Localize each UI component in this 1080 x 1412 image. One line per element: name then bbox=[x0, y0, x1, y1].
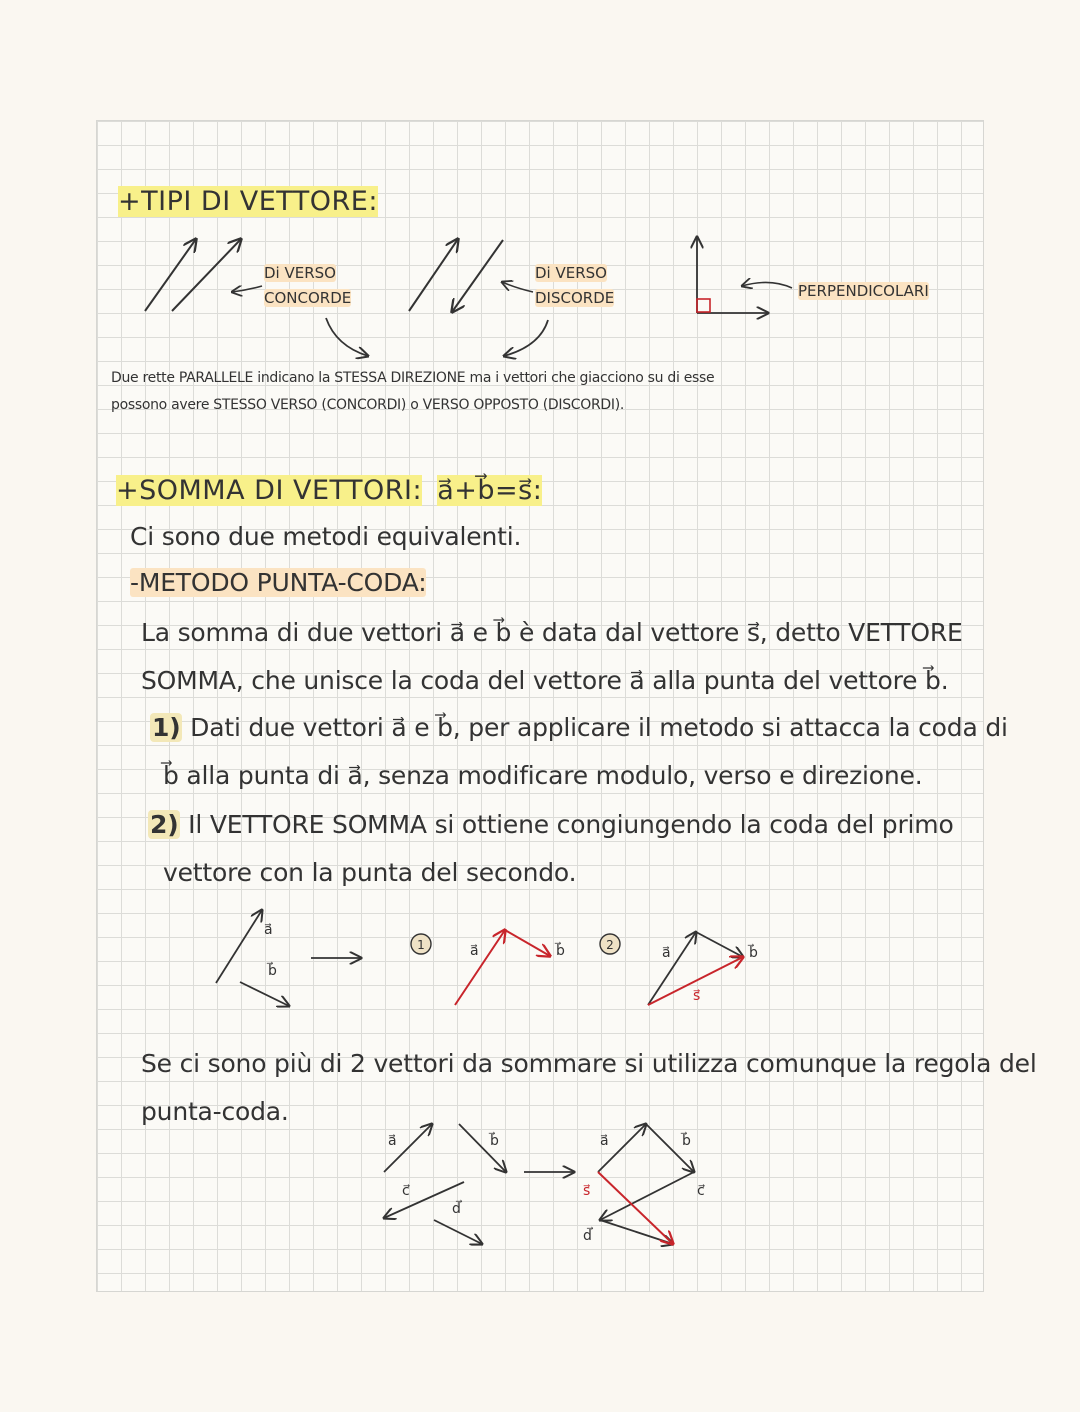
label-a-multi: a⃗ bbox=[388, 1133, 397, 1149]
label-a-step1: a⃗ bbox=[470, 943, 479, 959]
label-d-chain: d⃗ bbox=[583, 1228, 592, 1244]
step-2-badge bbox=[600, 934, 620, 954]
step-2-line-2: vettore con la punta del secondo. bbox=[163, 858, 577, 887]
vector-a-initial bbox=[216, 910, 262, 983]
concordant-vectors-diagram bbox=[145, 239, 262, 311]
label-b-chain: b⃗ bbox=[682, 1133, 691, 1149]
pointer-arrow-discorde bbox=[502, 282, 533, 292]
vector-a-step2 bbox=[648, 932, 696, 1005]
pointer-to-note-left bbox=[326, 318, 368, 356]
para2-line-1: Se ci sono più di 2 vettori da sommare si utilizza comunque la regola del bbox=[141, 1049, 1037, 1078]
label-a-initial: a⃗ bbox=[264, 922, 273, 938]
vector-discorde-1 bbox=[409, 239, 458, 311]
step-2-line-1: 2) Il VETTORE SOMMA si ottiene congiungendo la coda del primo bbox=[150, 810, 954, 839]
vector-d-multi bbox=[434, 1220, 482, 1244]
step-1-badge bbox=[411, 934, 431, 954]
label-c-chain: c⃗ bbox=[697, 1183, 705, 1199]
pointer-arrow-perp bbox=[742, 282, 792, 288]
label-b-multi: b⃗ bbox=[490, 1133, 499, 1149]
example-four-vectors-initial bbox=[384, 1124, 506, 1244]
section-title-somma: +SOMMA DI VETTORI: a⃗+b⃗=s⃗: bbox=[116, 475, 543, 506]
vector-d-chain bbox=[600, 1220, 673, 1244]
svg-text:2: 2 bbox=[606, 938, 614, 952]
label-b-step2: b⃗ bbox=[749, 945, 758, 961]
note-line-2: possono avere STESSO VERSO (CONCORDI) o VERSO OPPOSTO (DISCORDI). bbox=[111, 397, 625, 413]
vector-b-step1 bbox=[505, 930, 550, 956]
vector-discorde-2 bbox=[452, 240, 503, 312]
step-2-number: 2) bbox=[150, 810, 179, 839]
perpendicular-vectors-diagram bbox=[697, 237, 792, 313]
label-perpendicolari: PERPENDICOLARI bbox=[798, 282, 929, 300]
vector-a-step1 bbox=[455, 930, 505, 1005]
svg-text:1: 1 bbox=[417, 938, 425, 952]
para2-line-2: punta-coda. bbox=[141, 1097, 289, 1126]
vector-concorde-2 bbox=[172, 239, 241, 311]
step-1-line-2: b⃗ alla punta di a⃗, senza modificare modulo, verso e direzione. bbox=[163, 761, 923, 790]
discordant-vectors-diagram bbox=[409, 239, 533, 312]
label-b-step1: b⃗ bbox=[556, 943, 565, 959]
label-verso-discorde: Di VERSO DISCORDE bbox=[535, 264, 615, 307]
step-1-number: 1) bbox=[152, 713, 181, 742]
intro-text: Ci sono due metodi equivalenti. bbox=[130, 522, 522, 551]
label-verso-concorde: Di VERSO CONCORDE bbox=[264, 264, 352, 307]
label-b-initial: b⃗ bbox=[268, 963, 277, 979]
label-a-step2: a⃗ bbox=[662, 945, 671, 961]
step-1-line-1: 1) Dati due vettori a⃗ e b⃗, per applicare il metodo si attacca la coda di bbox=[152, 713, 1008, 742]
example-four-vectors-result bbox=[583, 1124, 705, 1244]
pointer-to-note-right bbox=[504, 320, 548, 356]
vector-s-chain bbox=[598, 1172, 673, 1244]
label-a-chain: a⃗ bbox=[600, 1133, 609, 1149]
vector-b-initial bbox=[240, 982, 289, 1006]
example-step-2 bbox=[648, 932, 758, 1005]
example-step-1 bbox=[455, 930, 565, 1005]
label-s-step2: s⃗ bbox=[693, 988, 701, 1004]
label-d-multi: d⃗ bbox=[452, 1201, 461, 1217]
label-c-multi: c⃗ bbox=[402, 1183, 410, 1199]
vector-b-multi bbox=[459, 1124, 506, 1172]
sum-formula: a⃗+b⃗=s⃗: bbox=[437, 475, 543, 506]
note-line-1: Due rette PARALLELE indicano la STESSA DIREZIONE ma i vettori che giacciono su di esse bbox=[111, 370, 715, 386]
para1-line-1: La somma di due vettori a⃗ e b⃗ è data dal vettore s⃗, detto VETTORE bbox=[141, 618, 963, 647]
example-two-vectors-initial bbox=[216, 910, 289, 1006]
section-title-tipi: +TIPI DI VETTORE: bbox=[118, 186, 378, 217]
method-title: -METODO PUNTA-CODA: bbox=[130, 568, 427, 597]
vector-b-step2 bbox=[696, 932, 743, 957]
vector-c-chain bbox=[600, 1172, 694, 1220]
para1-line-2: SOMMA, che unisce la coda del vettore a⃗ alla punta del vettore b⃗. bbox=[141, 666, 949, 695]
vector-concorde-1 bbox=[145, 239, 196, 311]
right-angle-mark bbox=[697, 299, 710, 312]
label-s-chain: s⃗ bbox=[583, 1183, 591, 1199]
pointer-arrow-concorde bbox=[232, 286, 262, 292]
